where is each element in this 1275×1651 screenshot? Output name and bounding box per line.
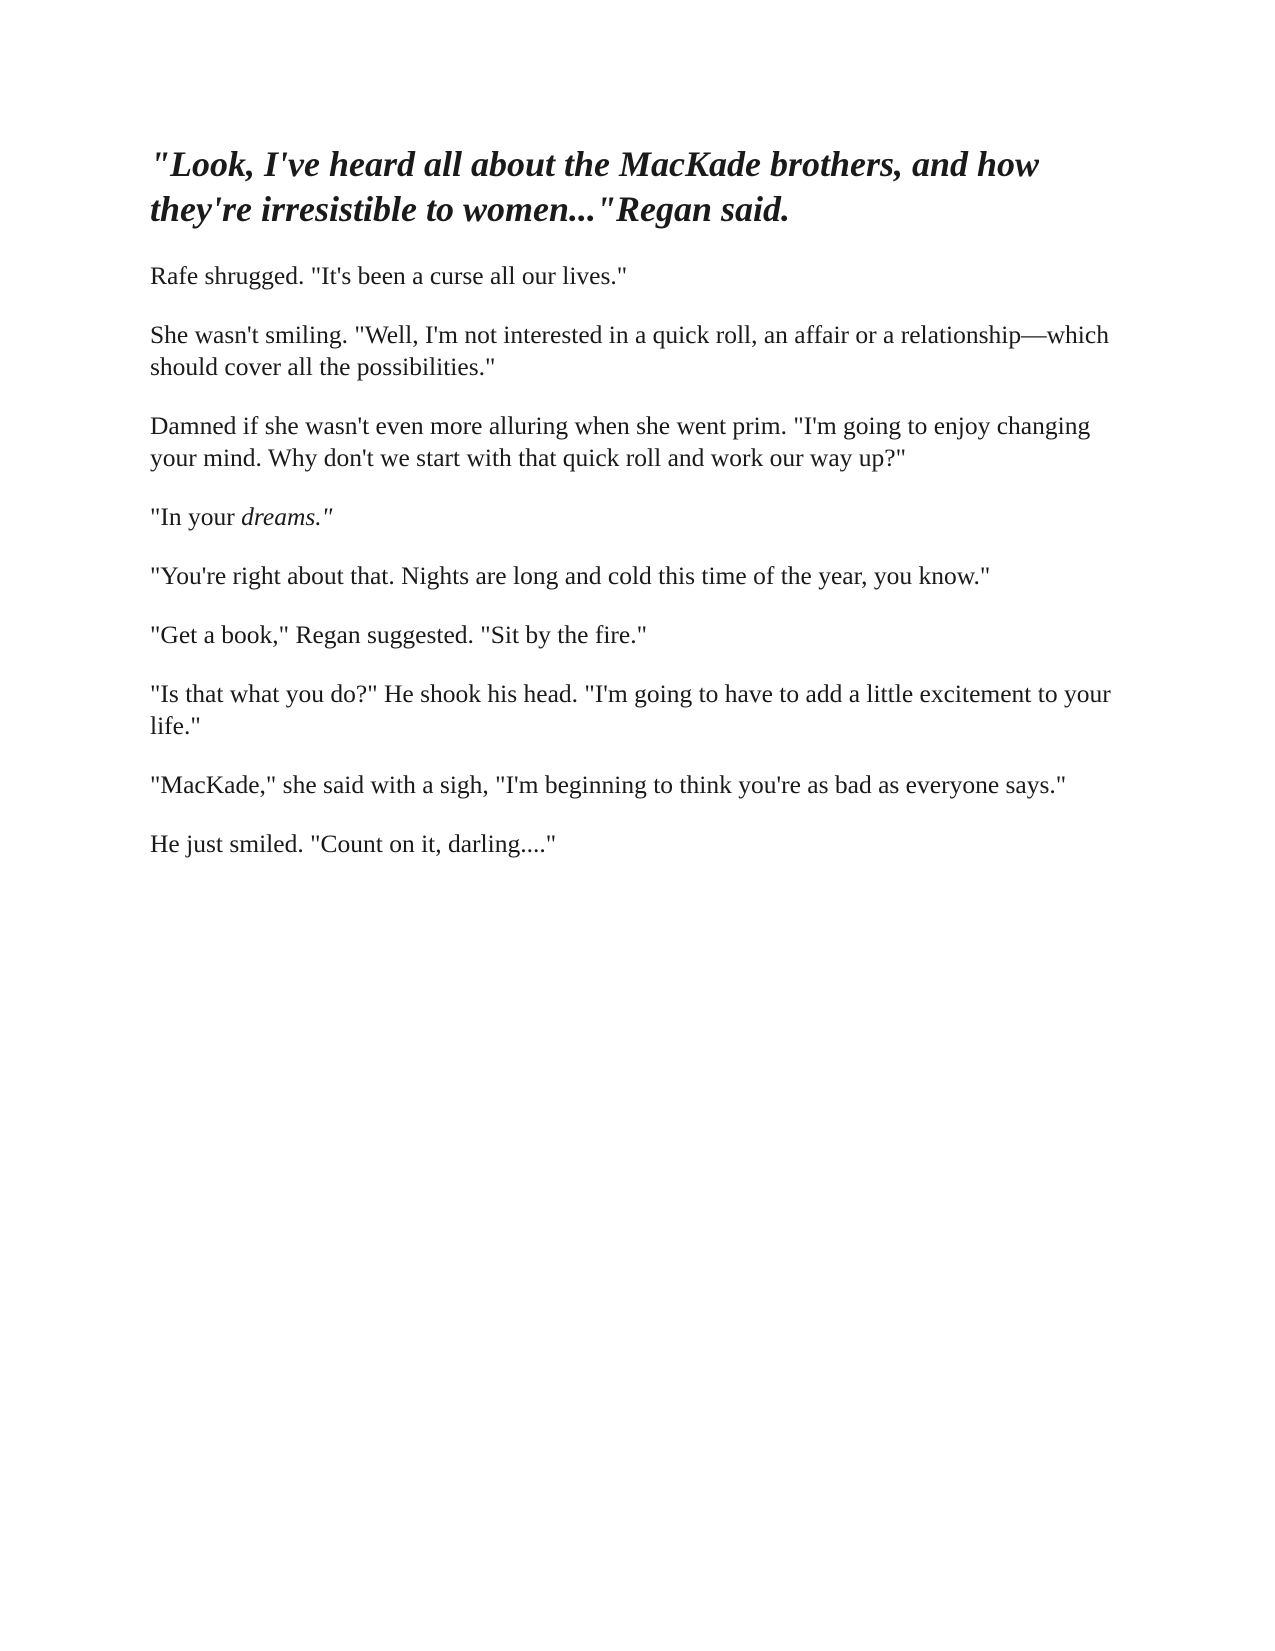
in-your-dreams-prefix: "In your — [150, 502, 242, 531]
paragraph-count-on-it: He just smiled. "Count on it, darling...." — [150, 829, 557, 858]
paragraph-rafe-shrugged: Rafe shrugged. "It's been a curse all our lives." — [150, 261, 628, 290]
excerpt-heading: "Look, I've heard all about the MacKade brothers, and how they're irresistible to women..."Regan said. — [150, 144, 1040, 229]
paragraph-youre-right: "You're right about that. Nights are long and cold this time of the year, you know." — [150, 561, 991, 590]
paragraph-damned-if: Damned if she wasn't even more alluring when she went prim. "I'm going to enjoy changing your mind. Why don't we start with that quick roll and work our way up?" — [150, 411, 1091, 472]
paragraph-mackade-sigh: "MacKade," she said with a sigh, "I'm beginning to think you're as bad as everyone says." — [150, 770, 1067, 799]
paragraph-she-wasnt-smiling: She wasn't smiling. "Well, I'm not interested in a quick roll, an affair or a relationship—which should cover all the possibilities." — [150, 320, 1109, 381]
paragraph-get-a-book: "Get a book," Regan suggested. "Sit by the fire." — [150, 620, 648, 649]
in-your-dreams-emphasis: dreams." — [241, 502, 333, 531]
paragraph-is-that-what-you-do: "Is that what you do?" He shook his head. "I'm going to have to add a little excitement to your life." — [150, 679, 1111, 740]
paragraph-in-your-dreams — [150, 501, 1125, 533]
